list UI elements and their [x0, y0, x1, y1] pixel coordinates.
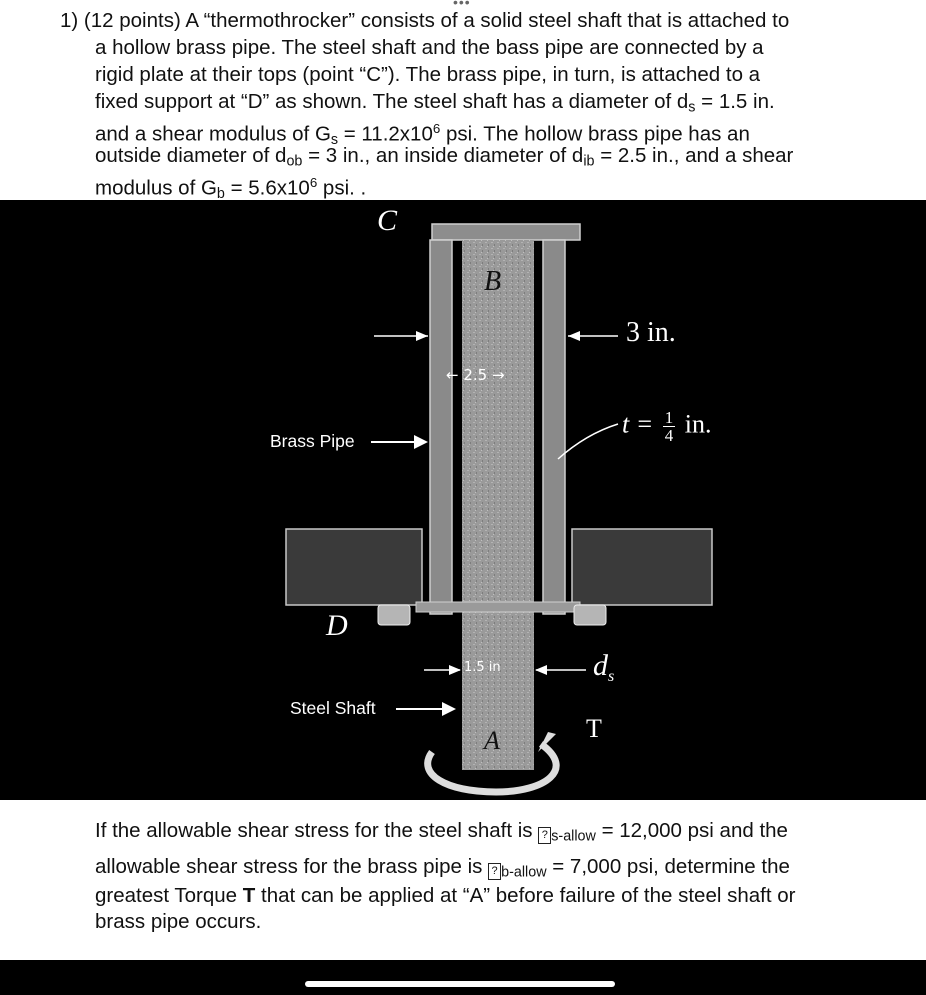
fixed-support-left [286, 529, 422, 605]
problem-line-3: rigid plate at their tops (point “C”). The brass pipe, in turn, is attached to a [95, 63, 761, 86]
thermothrocker-figure [256, 204, 796, 800]
rigid-plate-c [432, 224, 580, 240]
missing-tau-symbol-icon: ? [488, 863, 501, 880]
question-line-1: If the allowable shear stress for the steel shaft is ? $_{s-allow}$ = 12,000 psi and the [95, 819, 788, 845]
question-line-4: brass pipe occurs. [95, 910, 262, 933]
label-t-torque: T [586, 714, 602, 743]
brass-pipe-left-wall [430, 240, 452, 614]
problem-line-2: a hollow brass pipe. The steel shaft and the bass pipe are connected by a [95, 36, 764, 59]
label-steel-shaft: Steel Shaft [290, 698, 376, 718]
problem-statement [0, 0, 926, 200]
label-thickness: t = $\frac{1}{4}$ in. [622, 408, 712, 445]
brass-pipe-right-wall [543, 240, 565, 614]
label-3in: 3 in. [626, 317, 676, 348]
label-2-5: ← 2.5 → [446, 366, 505, 384]
label-a: A [484, 726, 500, 755]
problem-line-6: outside diameter of $d_{ob} = 3$ in., an inside diameter of $d_{ib} = 2.5$ in., and a shear [95, 144, 794, 170]
more-dots-icon[interactable]: ••• [453, 0, 471, 10]
bolt-right [574, 605, 606, 625]
problem-line-7: modulus of $G_b = 5.6x10^6$ psi. . [95, 175, 367, 202]
question-line-3: greatest Torque T that can be applied at “A” before failure of the steel shaft or [95, 884, 796, 907]
label-ds: $d_s$ [593, 649, 615, 685]
steel-shaft [462, 240, 534, 770]
missing-tau-symbol-icon: ? [538, 827, 551, 844]
thickness-leader [558, 424, 618, 459]
problem-line-5: and a shear modulus of $G_s = 11.2x10^6$ psi. The hollow brass pipe has an [95, 121, 750, 148]
question-line-2: allowable shear stress for the brass pipe is ? $_{b-allow}$ = 7,000 psi, determine the [95, 855, 790, 881]
label-b: B [484, 266, 502, 297]
problem-line-1: 1) (12 points) A “thermothrocker” consists of a solid steel shaft that is attached to [60, 9, 790, 32]
question-statement [0, 800, 926, 960]
problem-line-4: fixed support at “D” as shown. The steel shaft has a diameter of $d_s = 1.5$ in. [95, 90, 775, 116]
bolt-left [378, 605, 410, 625]
label-1-5: 1.5 in [464, 660, 501, 675]
home-indicator[interactable] [305, 981, 615, 987]
label-d: D [326, 609, 348, 642]
fixed-support-right [572, 529, 712, 605]
pipe-flange [416, 602, 580, 612]
label-brass-pipe: Brass Pipe [270, 431, 355, 451]
label-c: C [377, 204, 398, 237]
